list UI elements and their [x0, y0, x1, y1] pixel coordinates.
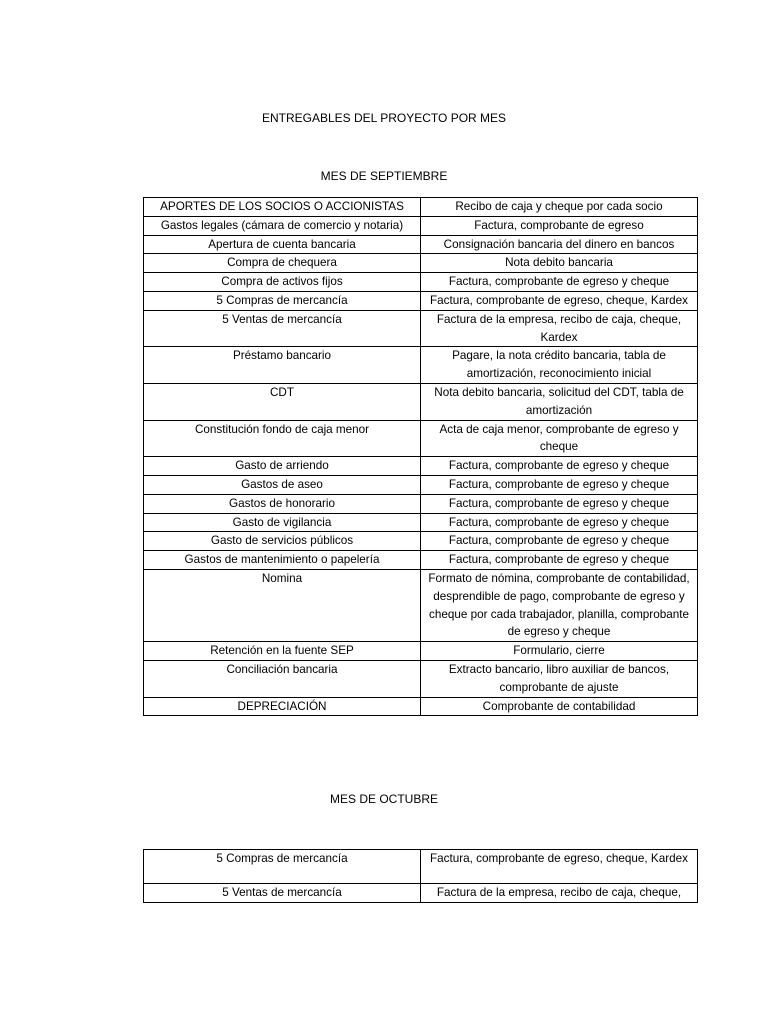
deliverable-cell: Nota debito bancaria — [421, 254, 698, 273]
table-row — [144, 383, 698, 420]
deliverable-cell: Extracto bancario, libro auxiliar de bancos, comprobante de ajuste — [421, 660, 698, 697]
table-row — [144, 532, 698, 551]
deliverable-cell: Formato de nómina, comprobante de contabilidad, desprendible de pago, comprobante de egreso y cheque por cada trabajador, planilla, comprobante de egreso y cheque — [421, 569, 698, 641]
october-table — [143, 849, 698, 903]
table-row — [144, 494, 698, 513]
activity-cell: Gastos de aseo — [144, 475, 421, 494]
table-row — [144, 850, 698, 884]
activity-cell: Compra de activos fijos — [144, 273, 421, 292]
table-row — [144, 551, 698, 570]
deliverable-cell: Factura, comprobante de egreso y cheque — [421, 457, 698, 476]
table-row — [144, 420, 698, 457]
table-row — [144, 569, 698, 641]
deliverable-cell: Factura, comprobante de egreso y cheque — [421, 513, 698, 532]
deliverable-cell: Consignación bancaria del dinero en bancos — [421, 235, 698, 254]
activity-cell: Gastos legales (cámara de comercio y notaria) — [144, 216, 421, 235]
september-heading: MES DE SEPTIEMBRE — [320, 169, 448, 183]
activity-cell: Compra de chequera — [144, 254, 421, 273]
table-row — [144, 347, 698, 384]
table-row — [144, 475, 698, 494]
activity-cell: Apertura de cuenta bancaria — [144, 235, 421, 254]
deliverable-cell: Acta de caja menor, comprobante de egreso y cheque — [421, 420, 698, 457]
activity-cell: Gasto de arriendo — [144, 457, 421, 476]
table-row — [144, 291, 698, 310]
september-table — [143, 197, 698, 716]
table-row — [144, 310, 698, 347]
activity-cell: 5 Ventas de mercancía — [144, 884, 421, 903]
activity-cell: Constitución fondo de caja menor — [144, 420, 421, 457]
activity-cell: Retención en la fuente SEP — [144, 642, 421, 661]
activity-cell: 5 Compras de mercancía — [144, 291, 421, 310]
table-row — [144, 660, 698, 697]
table-row — [144, 513, 698, 532]
table-row — [144, 235, 698, 254]
deliverable-cell: Formulario, cierre — [421, 642, 698, 661]
activity-cell: Gastos de mantenimiento o papelería — [144, 551, 421, 570]
deliverable-cell: Comprobante de contabilidad — [421, 697, 698, 716]
deliverable-cell: Factura de la empresa, recibo de caja, cheque, Kardex — [421, 310, 698, 347]
deliverable-cell: Factura, comprobante de egreso, cheque, Kardex — [421, 850, 698, 884]
activity-cell: 5 Compras de mercancía — [144, 850, 421, 884]
table-row — [144, 697, 698, 716]
activity-cell: 5 Ventas de mercancía — [144, 310, 421, 347]
october-heading: MES DE OCTUBRE — [329, 792, 438, 806]
table-row — [144, 457, 698, 476]
table-row — [144, 198, 698, 217]
deliverable-cell: Factura, comprobante de egreso y cheque — [421, 475, 698, 494]
activity-cell: DEPRECIACIÓN — [144, 697, 421, 716]
activity-cell: Gasto de vigilancia — [144, 513, 421, 532]
table-row — [144, 273, 698, 292]
document-title: ENTREGABLES DEL PROYECTO POR MES — [261, 111, 507, 125]
deliverable-cell: Factura, comprobante de egreso — [421, 216, 698, 235]
table-row — [144, 884, 698, 903]
table-row — [144, 216, 698, 235]
table-row — [144, 254, 698, 273]
activity-cell: Gastos de honorario — [144, 494, 421, 513]
activity-cell: Nomina — [144, 569, 421, 641]
deliverable-cell: Pagare, la nota crédito bancaria, tabla de amortización, reconocimiento inicial — [421, 347, 698, 384]
deliverable-cell: Factura, comprobante de egreso y cheque — [421, 494, 698, 513]
deliverable-cell: Factura, comprobante de egreso y cheque — [421, 551, 698, 570]
activity-cell: Préstamo bancario — [144, 347, 421, 384]
activity-cell: Conciliación bancaria — [144, 660, 421, 697]
deliverable-cell: Factura, comprobante de egreso y cheque — [421, 273, 698, 292]
deliverable-cell: Factura de la empresa, recibo de caja, cheque, — [421, 884, 698, 903]
table-row — [144, 642, 698, 661]
activity-cell: APORTES DE LOS SOCIOS O ACCIONISTAS — [144, 198, 421, 217]
deliverable-cell: Nota debito bancaria, solicitud del CDT, tabla de amortización — [421, 383, 698, 420]
deliverable-cell: Factura, comprobante de egreso, cheque, Kardex — [421, 291, 698, 310]
deliverable-cell: Factura, comprobante de egreso y cheque — [421, 532, 698, 551]
activity-cell: Gasto de servicios públicos — [144, 532, 421, 551]
activity-cell: CDT — [144, 383, 421, 420]
deliverable-cell: Recibo de caja y cheque por cada socio — [421, 198, 698, 217]
